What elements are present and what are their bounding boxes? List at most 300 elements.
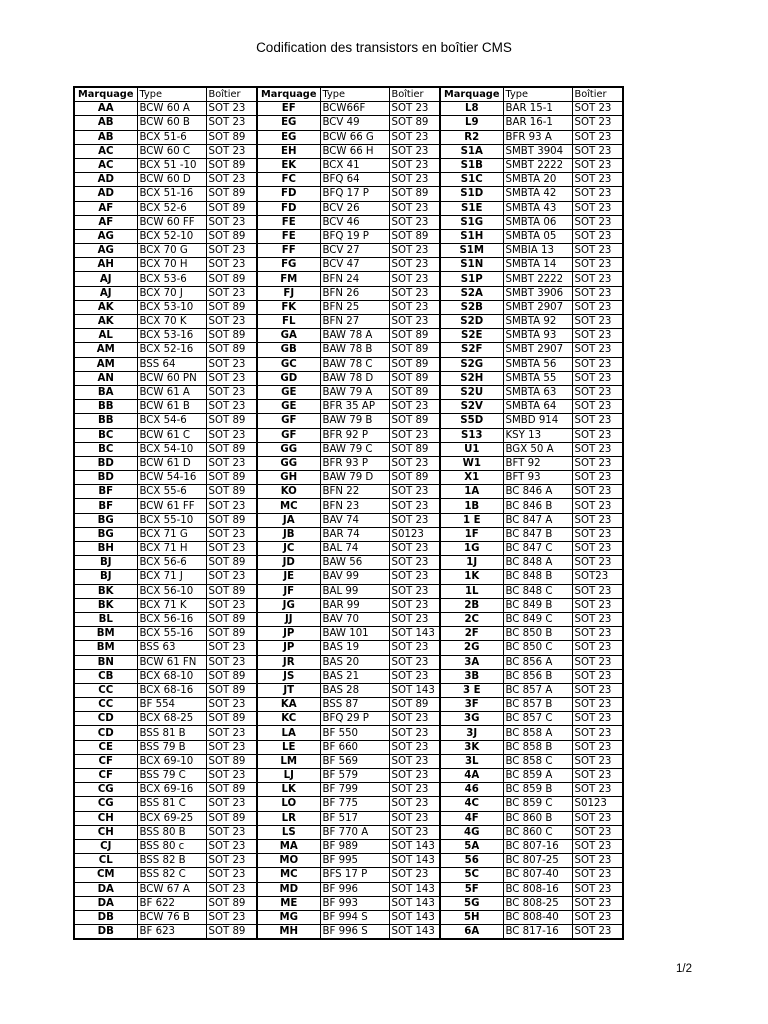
marquage-cell: JR <box>257 655 320 669</box>
marquage-cell: MO <box>257 854 320 868</box>
marquage-cell: JG <box>257 598 320 612</box>
boitier-cell: SOT 23 <box>572 286 623 300</box>
type-cell: BCW 61 C <box>137 428 206 442</box>
type-cell: BC 857 C <box>503 712 572 726</box>
type-cell: BCX 71 K <box>137 598 206 612</box>
marquage-cell: AH <box>74 258 137 272</box>
boitier-cell: SOT 23 <box>572 428 623 442</box>
marquage-cell: BM <box>74 641 137 655</box>
marquage-cell: LA <box>257 726 320 740</box>
marquage-cell: S2V <box>440 400 503 414</box>
table-row <box>74 797 623 811</box>
table-row <box>74 201 623 215</box>
table-row <box>74 471 623 485</box>
type-cell: BF 775 <box>320 797 389 811</box>
boitier-cell: SOT 23 <box>206 570 257 584</box>
boitier-cell: SOT 23 <box>389 612 440 626</box>
boitier-cell: SOT 23 <box>389 783 440 797</box>
table-row <box>74 116 623 130</box>
table-row <box>74 272 623 286</box>
marquage-cell: 2G <box>440 641 503 655</box>
marquage-cell: EF <box>257 102 320 116</box>
type-cell: BSS 80 c <box>137 839 206 853</box>
marquage-cell: 5H <box>440 910 503 924</box>
marquage-cell: 1B <box>440 499 503 513</box>
type-cell: BFN 26 <box>320 286 389 300</box>
transistor-code-table <box>73 86 624 940</box>
boitier-cell: SOT 89 <box>206 272 257 286</box>
type-cell: KSY 13 <box>503 428 572 442</box>
type-cell: BGX 50 A <box>503 442 572 456</box>
type-cell: BAR 16-1 <box>503 116 572 130</box>
marquage-cell: KO <box>257 485 320 499</box>
type-cell: BCX 69-25 <box>137 811 206 825</box>
boitier-cell: SOT 23 <box>389 315 440 329</box>
boitier-cell: SOT 89 <box>206 612 257 626</box>
type-cell: BC 808-40 <box>503 910 572 924</box>
marquage-cell: BJ <box>74 570 137 584</box>
marquage-cell: BA <box>74 385 137 399</box>
boitier-cell: SOT 89 <box>389 471 440 485</box>
boitier-cell: SOT 23 <box>572 456 623 470</box>
type-cell: BCX 70 K <box>137 315 206 329</box>
boitier-cell: SOT 89 <box>206 712 257 726</box>
type-cell: BC 848 A <box>503 556 572 570</box>
type-cell: BCW66F <box>320 102 389 116</box>
type-cell: BCX 51-6 <box>137 130 206 144</box>
marquage-cell: CG <box>74 797 137 811</box>
type-cell: BCW 76 B <box>137 910 206 924</box>
table-row <box>74 527 623 541</box>
marquage-cell: 4F <box>440 811 503 825</box>
marquage-cell: BG <box>74 527 137 541</box>
type-cell: BFQ 19 P <box>320 229 389 243</box>
type-cell: BAW 56 <box>320 556 389 570</box>
table-row <box>74 740 623 754</box>
marquage-cell: FD <box>257 187 320 201</box>
boitier-cell: SOT 89 <box>206 130 257 144</box>
marquage-cell: AA <box>74 102 137 116</box>
type-cell: BCW 60 B <box>137 116 206 130</box>
table-row <box>74 641 623 655</box>
boitier-cell: SOT 23 <box>389 300 440 314</box>
type-cell: BCX 56-10 <box>137 584 206 598</box>
boitier-cell: SOT 89 <box>206 754 257 768</box>
type-cell: BF 993 <box>320 896 389 910</box>
marquage-cell: GG <box>257 442 320 456</box>
marquage-cell: 2B <box>440 598 503 612</box>
boitier-cell: SOT 23 <box>572 201 623 215</box>
type-cell: SMBT 2222 <box>503 272 572 286</box>
marquage-cell: EG <box>257 130 320 144</box>
marquage-cell: FK <box>257 300 320 314</box>
boitier-cell: SOT 23 <box>389 769 440 783</box>
boitier-cell: SOT 23 <box>572 868 623 882</box>
type-cell: BC 807-25 <box>503 854 572 868</box>
marquage-cell: LO <box>257 797 320 811</box>
marquage-cell: 5A <box>440 839 503 853</box>
marquage-cell: CJ <box>74 839 137 853</box>
document-title: Codification des transistors en boîtier CMS <box>256 40 512 55</box>
marquage-cell: MC <box>257 499 320 513</box>
marquage-cell: L8 <box>440 102 503 116</box>
boitier-cell: SOT 89 <box>206 300 257 314</box>
boitier-cell: SOT 23 <box>206 258 257 272</box>
boitier-cell: SOT 23 <box>206 655 257 669</box>
marquage-cell: MH <box>257 925 320 940</box>
boitier-cell: SOT 23 <box>206 769 257 783</box>
marquage-cell: GC <box>257 357 320 371</box>
boitier-cell: SOT 23 <box>389 272 440 286</box>
marquage-cell: AK <box>74 300 137 314</box>
marquage-cell: FE <box>257 229 320 243</box>
marquage-cell: CL <box>74 854 137 868</box>
type-cell: BCX 68-25 <box>137 712 206 726</box>
marquage-cell: S13 <box>440 428 503 442</box>
marquage-cell: CG <box>74 783 137 797</box>
type-cell: BCX 69-16 <box>137 783 206 797</box>
marquage-cell: AM <box>74 343 137 357</box>
marquage-cell: AF <box>74 201 137 215</box>
boitier-cell: S0123 <box>572 797 623 811</box>
marquage-cell: JA <box>257 513 320 527</box>
marquage-cell: X1 <box>440 471 503 485</box>
boitier-cell: SOT 89 <box>206 584 257 598</box>
type-cell: BF 995 <box>320 854 389 868</box>
boitier-cell: SOT 143 <box>389 839 440 853</box>
table-row <box>74 627 623 641</box>
boitier-cell: SOT 89 <box>206 513 257 527</box>
type-cell: BF 996 S <box>320 925 389 940</box>
table-row <box>74 598 623 612</box>
marquage-cell: 5F <box>440 882 503 896</box>
type-cell: BAV 99 <box>320 570 389 584</box>
type-cell: BSS 79 B <box>137 740 206 754</box>
table-row <box>74 343 623 357</box>
marquage-cell: BC <box>74 428 137 442</box>
boitier-cell: SOT 23 <box>572 726 623 740</box>
type-cell: SMBTA 64 <box>503 400 572 414</box>
marquage-cell: GG <box>257 456 320 470</box>
marquage-cell: JE <box>257 570 320 584</box>
boitier-cell: SOT 23 <box>389 513 440 527</box>
type-cell: BCX 54-6 <box>137 414 206 428</box>
type-cell: BCX 51-16 <box>137 187 206 201</box>
table-row <box>74 556 623 570</box>
boitier-cell: SOT 23 <box>389 641 440 655</box>
marquage-cell: 56 <box>440 854 503 868</box>
type-cell: BAR 15-1 <box>503 102 572 116</box>
boitier-cell: SOT 23 <box>206 215 257 229</box>
type-cell: BF 799 <box>320 783 389 797</box>
boitier-cell: SOT 23 <box>572 315 623 329</box>
marquage-cell: 1J <box>440 556 503 570</box>
type-cell: SMBTA 20 <box>503 173 572 187</box>
table-row <box>74 371 623 385</box>
boitier-cell: SOT 23 <box>389 456 440 470</box>
boitier-cell: SOT 23 <box>206 456 257 470</box>
table-row <box>74 329 623 343</box>
type-cell: SMBT 2907 <box>503 300 572 314</box>
boitier-cell: SOT 89 <box>206 229 257 243</box>
type-cell: BAR 74 <box>320 527 389 541</box>
marquage-cell: DB <box>74 925 137 940</box>
boitier-cell: SOT 23 <box>572 584 623 598</box>
type-cell: BAL 74 <box>320 542 389 556</box>
boitier-cell: SOT 23 <box>572 839 623 853</box>
type-cell: BCW 61 B <box>137 400 206 414</box>
type-cell: BSS 82 C <box>137 868 206 882</box>
table-row <box>74 584 623 598</box>
marquage-cell: BG <box>74 513 137 527</box>
type-cell: BCX 56-16 <box>137 612 206 626</box>
header-boitier: Boîtier <box>572 87 623 102</box>
type-cell: BAW 79 A <box>320 385 389 399</box>
marquage-cell: S1M <box>440 244 503 258</box>
boitier-cell: SOT 23 <box>572 598 623 612</box>
type-cell: BC 859 B <box>503 783 572 797</box>
type-cell: BFR 93 A <box>503 130 572 144</box>
type-cell: BC 856 A <box>503 655 572 669</box>
header-boitier: Boîtier <box>206 87 257 102</box>
boitier-cell: SOT 89 <box>389 329 440 343</box>
boitier-cell: SOT 23 <box>206 598 257 612</box>
marquage-cell: BK <box>74 584 137 598</box>
boitier-cell: SOT 89 <box>206 201 257 215</box>
boitier-cell: SOT 89 <box>206 442 257 456</box>
table-row <box>74 244 623 258</box>
boitier-cell: SOT 23 <box>389 598 440 612</box>
table-row <box>74 130 623 144</box>
table-row <box>74 839 623 853</box>
marquage-cell: MG <box>257 910 320 924</box>
boitier-cell: SOT 23 <box>389 669 440 683</box>
boitier-cell: SOT 23 <box>389 754 440 768</box>
marquage-cell: JP <box>257 641 320 655</box>
boitier-cell: SOT 23 <box>389 726 440 740</box>
type-cell: BCX 55-6 <box>137 485 206 499</box>
table-row <box>74 414 623 428</box>
boitier-cell: SOT 23 <box>389 811 440 825</box>
boitier-cell: SOT 89 <box>389 385 440 399</box>
boitier-cell: SOT 23 <box>389 542 440 556</box>
type-cell: BCW 61 A <box>137 385 206 399</box>
boitier-cell: SOT 23 <box>572 229 623 243</box>
type-cell: BC 807-40 <box>503 868 572 882</box>
marquage-cell: S1C <box>440 173 503 187</box>
table-row <box>74 229 623 243</box>
marquage-cell: AB <box>74 130 137 144</box>
marquage-cell: JD <box>257 556 320 570</box>
marquage-cell: S1B <box>440 158 503 172</box>
table-row <box>74 825 623 839</box>
marquage-cell: BD <box>74 471 137 485</box>
type-cell: SMBTA 42 <box>503 187 572 201</box>
boitier-cell: SOT 89 <box>389 187 440 201</box>
table-row <box>74 655 623 669</box>
type-cell: BC 849 B <box>503 598 572 612</box>
table-row <box>74 357 623 371</box>
boitier-cell: SOT 23 <box>572 669 623 683</box>
table-row <box>74 513 623 527</box>
boitier-cell: SOT 23 <box>389 244 440 258</box>
type-cell: BSS 79 C <box>137 769 206 783</box>
marquage-cell: GF <box>257 428 320 442</box>
marquage-cell: AG <box>74 244 137 258</box>
type-cell: BCX 68-16 <box>137 683 206 697</box>
boitier-cell: SOT 23 <box>206 315 257 329</box>
boitier-cell: SOT 23 <box>206 144 257 158</box>
marquage-cell: JF <box>257 584 320 598</box>
marquage-cell: BF <box>74 485 137 499</box>
marquage-cell: CH <box>74 811 137 825</box>
boitier-cell: SOT 23 <box>572 910 623 924</box>
boitier-cell: SOT 23 <box>389 400 440 414</box>
type-cell: BFQ 29 P <box>320 712 389 726</box>
marquage-cell: AK <box>74 315 137 329</box>
type-cell: BF 569 <box>320 754 389 768</box>
type-cell: BC 859 A <box>503 769 572 783</box>
marquage-cell: S2F <box>440 343 503 357</box>
type-cell: BFR 93 P <box>320 456 389 470</box>
boitier-cell: SOT 23 <box>206 740 257 754</box>
table-row <box>74 144 623 158</box>
marquage-cell: S2G <box>440 357 503 371</box>
type-cell: BC 848 B <box>503 570 572 584</box>
boitier-cell: SOT 23 <box>572 400 623 414</box>
type-cell: BCX 52-10 <box>137 229 206 243</box>
type-cell: BC 858 C <box>503 754 572 768</box>
type-cell: BAW 78 A <box>320 329 389 343</box>
table-row <box>74 683 623 697</box>
table-row <box>74 783 623 797</box>
type-cell: BC 847 A <box>503 513 572 527</box>
type-cell: BC 807-16 <box>503 839 572 853</box>
marquage-cell: LE <box>257 740 320 754</box>
marquage-cell: AD <box>74 187 137 201</box>
marquage-cell: JB <box>257 527 320 541</box>
type-cell: BAW 78 D <box>320 371 389 385</box>
boitier-cell: SOT 89 <box>206 329 257 343</box>
marquage-cell: DA <box>74 882 137 896</box>
boitier-cell: SOT 23 <box>572 854 623 868</box>
type-cell: BSS 64 <box>137 357 206 371</box>
boitier-cell: SOT 23 <box>572 485 623 499</box>
type-cell: BC 847 B <box>503 527 572 541</box>
type-cell: BC 817-16 <box>503 925 572 940</box>
marquage-cell: JC <box>257 542 320 556</box>
boitier-cell: SOT 23 <box>572 158 623 172</box>
type-cell: BCW 60 PN <box>137 371 206 385</box>
marquage-cell: U1 <box>440 442 503 456</box>
boitier-cell: SOT 23 <box>572 627 623 641</box>
marquage-cell: GA <box>257 329 320 343</box>
marquage-cell: GF <box>257 414 320 428</box>
table-row <box>74 612 623 626</box>
type-cell: BSS 81 B <box>137 726 206 740</box>
boitier-cell: SOT 89 <box>206 925 257 940</box>
boitier-cell: SOT 23 <box>389 584 440 598</box>
type-cell: BCX 41 <box>320 158 389 172</box>
type-cell: BSS 80 B <box>137 825 206 839</box>
boitier-cell: SOT 23 <box>389 825 440 839</box>
boitier-cell: SOT 23 <box>572 655 623 669</box>
boitier-cell: SOT 89 <box>389 357 440 371</box>
marquage-cell: FG <box>257 258 320 272</box>
boitier-cell: SOT 89 <box>389 229 440 243</box>
marquage-cell: AF <box>74 215 137 229</box>
boitier-cell: SOT 23 <box>572 925 623 940</box>
type-cell: BCV 49 <box>320 116 389 130</box>
table-row <box>74 698 623 712</box>
marquage-cell: S1H <box>440 229 503 243</box>
boitier-cell: SOT 23 <box>572 499 623 513</box>
type-cell: BCW 61 FN <box>137 655 206 669</box>
marquage-cell: LM <box>257 754 320 768</box>
boitier-cell: SOT 143 <box>389 896 440 910</box>
type-cell: BSS 63 <box>137 641 206 655</box>
type-cell: BCW 66 G <box>320 130 389 144</box>
table-row <box>74 258 623 272</box>
marquage-cell: LK <box>257 783 320 797</box>
boitier-cell: SOT 23 <box>572 754 623 768</box>
type-cell: BFT 93 <box>503 471 572 485</box>
type-cell: SMBTA 55 <box>503 371 572 385</box>
boitier-cell: SOT 23 <box>389 740 440 754</box>
boitier-cell: SOT 23 <box>572 272 623 286</box>
type-cell: SMBTA 92 <box>503 315 572 329</box>
marquage-cell: 1 E <box>440 513 503 527</box>
type-cell: BAS 28 <box>320 683 389 697</box>
table-row <box>74 726 623 740</box>
boitier-cell: SOT 23 <box>572 740 623 754</box>
boitier-cell: SOT 89 <box>389 343 440 357</box>
type-cell: BF 660 <box>320 740 389 754</box>
boitier-cell: SOT 23 <box>206 173 257 187</box>
type-cell: BCX 71 G <box>137 527 206 541</box>
type-cell: BCX 69-10 <box>137 754 206 768</box>
type-cell: BC 846 B <box>503 499 572 513</box>
marquage-cell: AD <box>74 173 137 187</box>
boitier-cell: SOT 23 <box>389 868 440 882</box>
type-cell: BAS 19 <box>320 641 389 655</box>
type-cell: BCX 70 G <box>137 244 206 258</box>
boitier-cell: SOT 23 <box>206 428 257 442</box>
type-cell: BF 989 <box>320 839 389 853</box>
marquage-cell: AJ <box>74 286 137 300</box>
boitier-cell: SOT 23 <box>572 882 623 896</box>
type-cell: BAS 21 <box>320 669 389 683</box>
table-row <box>74 669 623 683</box>
table-row <box>74 442 623 456</box>
boitier-cell: SOT 143 <box>389 882 440 896</box>
type-cell: BC 847 C <box>503 542 572 556</box>
header-marquage: Marquage <box>74 87 137 102</box>
boitier-cell: SOT 23 <box>389 201 440 215</box>
boitier-cell: SOT 89 <box>389 116 440 130</box>
marquage-cell: EG <box>257 116 320 130</box>
type-cell: BF 623 <box>137 925 206 940</box>
boitier-cell: SOT 23 <box>572 215 623 229</box>
marquage-cell: CM <box>74 868 137 882</box>
marquage-cell: 6A <box>440 925 503 940</box>
type-cell: SMBIA 13 <box>503 244 572 258</box>
type-cell: BFR 35 AP <box>320 400 389 414</box>
boitier-cell: SOT 89 <box>206 896 257 910</box>
boitier-cell: SOT 89 <box>206 414 257 428</box>
marquage-cell: S2U <box>440 385 503 399</box>
boitier-cell: SOT 23 <box>206 868 257 882</box>
